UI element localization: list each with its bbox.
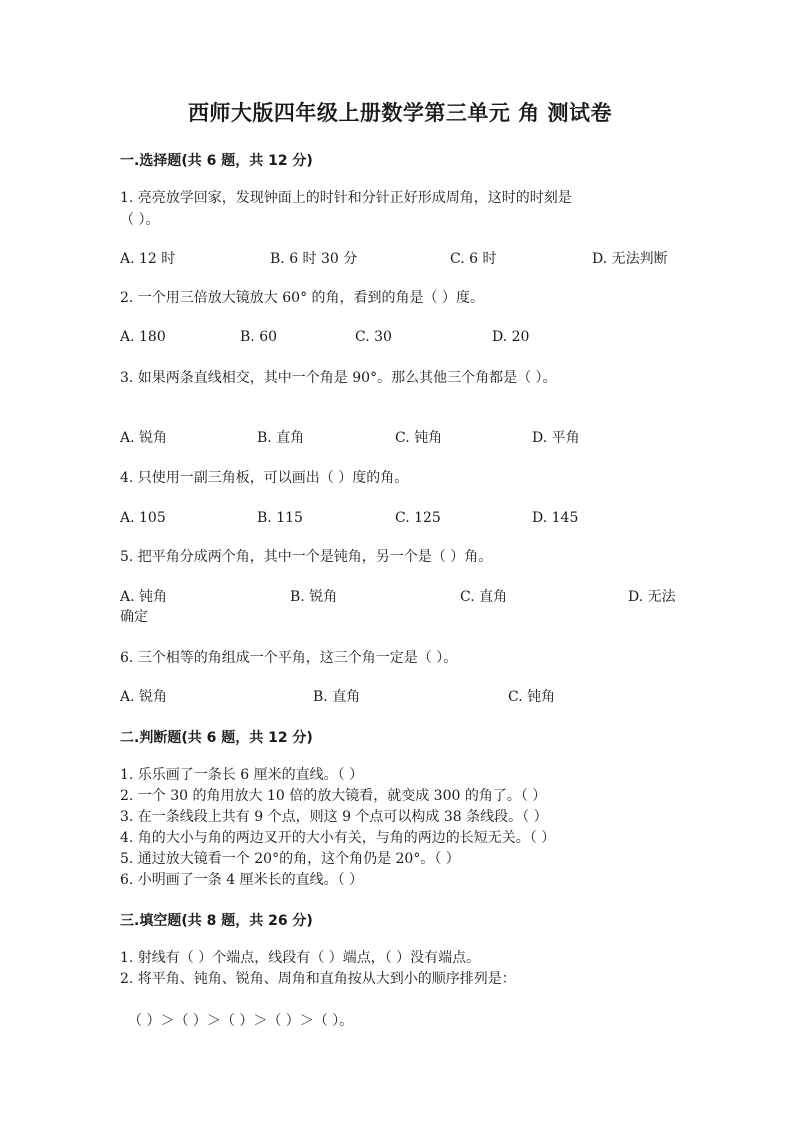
q3-option-d: D. 平角 bbox=[532, 430, 580, 446]
judgement-item-4: 4. 角的大小与角的两边叉开的大小有关，与角的两边的长短无关。（ ） bbox=[120, 830, 556, 846]
judgement-item-3: 3. 在一条线段上共有 9 个点，则这 9 个点可以构成 38 条线段。（ ） bbox=[120, 809, 548, 825]
judgement-item-1: 1. 乐乐画了一条长 6 厘米的直线。（ ） bbox=[120, 767, 364, 783]
fill-item-2: 2. 将平角、钝角、锐角、周角和直角按从大到小的顺序排列是： bbox=[120, 971, 516, 987]
question-5-text: 5. 把平角分成两个角，其中一个是钝角，另一个是（ ）角。 bbox=[120, 549, 493, 565]
question-6-text: 6. 三个相等的角组成一个平角，这三个角一定是（ ）。 bbox=[120, 650, 458, 666]
question-1-text-cont: （ ）。 bbox=[120, 212, 160, 228]
judgement-item-2: 2. 一个 30 的角用放大 10 倍的放大镜看，就变成 300 的角了。（ ） bbox=[120, 788, 547, 804]
q4-option-b: B. 115 bbox=[257, 510, 303, 526]
question-2-text: 2. 一个用三倍放大镜放大 60° 的角，看到的角是（ ）度。 bbox=[120, 290, 484, 306]
q3-option-c: C. 钝角 bbox=[395, 430, 443, 446]
q3-option-b: B. 直角 bbox=[257, 430, 305, 446]
question-1-text: 1. 亮亮放学回家，发现钟面上的时针和分针正好形成周角，这时的时刻是 bbox=[120, 190, 572, 206]
judgement-item-6: 6. 小明画了一条 4 厘米长的直线。（ ） bbox=[120, 872, 364, 888]
section-heading-choice: 一.选择题(共 6 题，共 12 分) bbox=[120, 153, 313, 169]
page-title: 西师大版四年级上册数学第三单元 角 测试卷 bbox=[187, 101, 613, 125]
q5-option-b: B. 锐角 bbox=[290, 589, 338, 605]
q1-option-c: C. 6 时 bbox=[450, 251, 497, 267]
q2-option-a: A. 180 bbox=[120, 329, 166, 345]
q2-option-c: C. 30 bbox=[355, 329, 392, 345]
question-3-text: 3. 如果两条直线相交，其中一个角是 90°。那么其他三个角都是（ ）。 bbox=[120, 370, 557, 386]
q1-option-d: D. 无法判断 bbox=[592, 251, 668, 267]
q4-option-a: A. 105 bbox=[120, 510, 166, 526]
q4-option-c: C. 125 bbox=[395, 510, 441, 526]
fill-order-line: （ ）＞（ ）＞（ ）＞（ ）＞（ ）。 bbox=[128, 1013, 354, 1029]
section-heading-fill: 三.填空题(共 8 题，共 26 分) bbox=[120, 913, 313, 929]
q5-option-d: D. 无法 bbox=[628, 589, 676, 605]
q6-option-c: C. 钝角 bbox=[508, 689, 556, 705]
q6-option-a: A. 锐角 bbox=[120, 689, 168, 705]
section-heading-judgement: 二.判断题(共 6 题，共 12 分) bbox=[120, 730, 313, 746]
q3-option-a: A. 锐角 bbox=[120, 430, 168, 446]
judgement-item-5: 5. 通过放大镜看一个 20°的角，这个角仍是 20°。（ ） bbox=[120, 851, 460, 867]
q5-option-c: C. 直角 bbox=[460, 589, 508, 605]
q5-option-d-wrap: 确定 bbox=[120, 609, 148, 625]
question-4-text: 4. 只使用一副三角板，可以画出（ ）度的角。 bbox=[120, 470, 409, 486]
q1-option-b: B. 6 时 30 分 bbox=[270, 251, 358, 267]
fill-item-1: 1. 射线有（ ）个端点，线段有（ ）端点，（ ）没有端点。 bbox=[120, 950, 481, 966]
q5-option-a: A. 钝角 bbox=[120, 589, 168, 605]
q4-option-d: D. 145 bbox=[532, 510, 579, 526]
q2-option-d: D. 20 bbox=[492, 329, 530, 345]
q1-option-a: A. 12 时 bbox=[120, 251, 176, 267]
q2-option-b: B. 60 bbox=[240, 329, 278, 345]
q6-option-b: B. 直角 bbox=[313, 689, 361, 705]
